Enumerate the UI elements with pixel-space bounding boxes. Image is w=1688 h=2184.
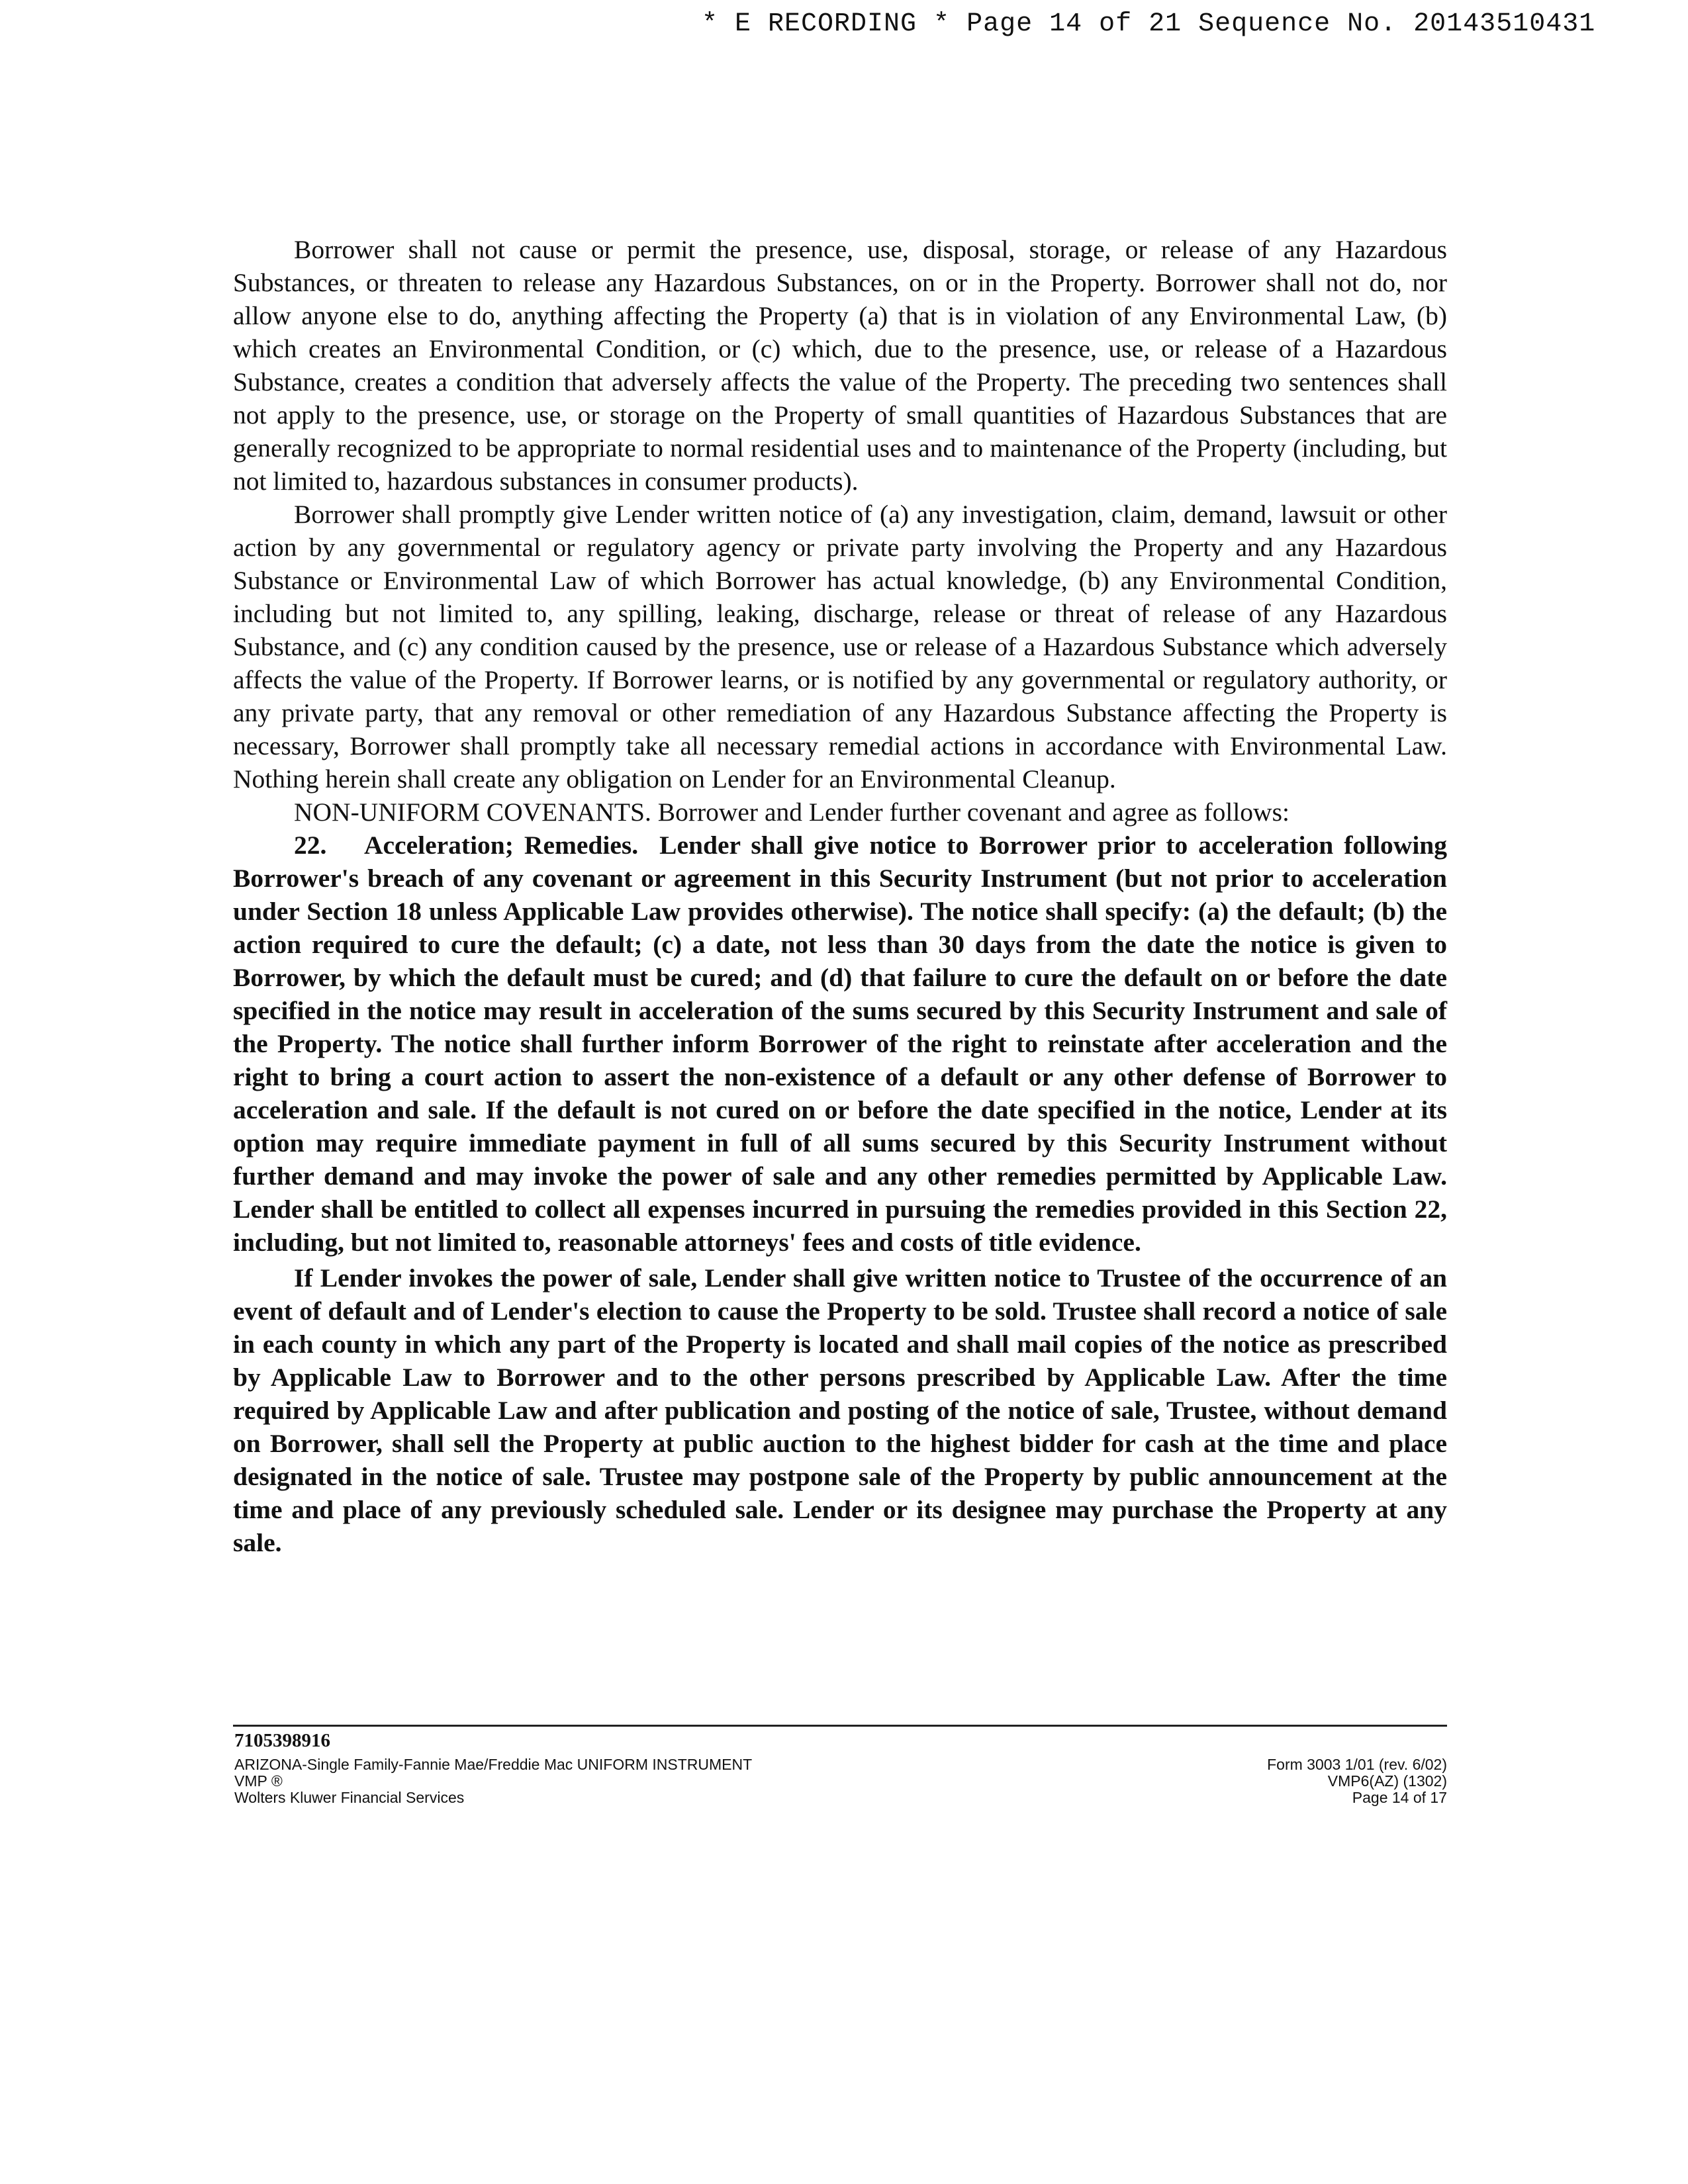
loan-number: 7105398916 [234,1730,330,1751]
section-text: Lender shall give notice to Borrower prior to acceleration following Borrower's breach of any covenant or agreement in this Security Instrument (but not prior to acceleration under Section 18 unless Applicable Law provides otherwise). The notice shall specify: (a) the default; (b) the action required to cure the default; (c) a date, not less than 30 days from the date the notice is given to Borrower, by which the default must be cured; and (d) that failure to cure the default on or before the date specified in the notice may result in acceleration of the sums secured by this Security Instrument and sale of the Property. The notice shall further inform Borrower of the right to reinstate after acceleration and the right to bring a court action to assert the non-existence of a default or any other defense of Borrower to acceleration and sale. If the default is not cured on or before the date specified in the notice, Lender at its option may require immediate payment in full of all sums secured by this Security Instrument without further demand and may invoke the power of sale and any other remedies permitted by Applicable Law. Lender shall be entitled to collect all expenses incurred in pursuing the remedies provided in this Section 22, including, but not limited to, reasonable attorneys' fees and costs of title evidence. [233,831,1448,1257]
vmp-code: VMP6(AZ) (1302) [1327,1772,1447,1790]
form-line: ARIZONA-Single Family-Fannie Mae/Freddie Mac UNIFORM INSTRUMENT [234,1756,753,1773]
section-title: Acceleration; Remedies. [364,831,639,860]
footer-divider [233,1725,1447,1727]
recording-header: * E RECORDING * Page 14 of 21 Sequence No. 20143510431 [702,9,1596,39]
hazardous-substances-paragraph: Borrower shall not cause or permit the presence, use, disposal, storage, or release of any Hazardous Substances, or threaten to release any Hazardous Substances, on or in the Property. Borrower shall not do, nor allow anyone else to do, anything affecting the Property (a) that is in violation of any Environmental Law, (b) which creates an Environmental Condition, or (c) which, due to the presence, use, or release of a Hazardous Substance, creates a condition that adversely affects the value of the Property. The preceding two sentences shall not apply to the presence, use, or storage on the Property of small quantities of Hazardous Substances that are generally recognized to be appropriate to normal residential uses and to maintenance of the Property (including, but not limited to, hazardous substances in consumer products). [233,235,1447,496]
footer-left [234,1756,752,1806]
footer-right [1267,1756,1447,1806]
acceleration-remedies-paragraph [233,829,1447,1259]
document-body [233,233,1447,1559]
form-number: Form 3003 1/01 (rev. 6/02) [1267,1756,1447,1773]
vmp-mark: VMP ® [234,1772,283,1790]
power-of-sale-paragraph: If Lender invokes the power of sale, Lender shall give written notice to Trustee of the occurrence of an event of default and of Lender's election to cause the Property to be sold. Trustee shall record a notice of sale in each county in which any part of the Property is located and shall mail copies of the notice as prescribed by Applicable Law to Borrower and to the other persons prescribed by Applicable Law. After the time required by Applicable Law and after publication and posting of the notice of sale, Trustee, without demand on Borrower, shall sell the Property at public auction to the highest bidder for cash at the time and place designated in the notice of sale. Trustee may postpone sale of the Property by public announcement at the time and place of any previously scheduled sale. Lender or its designee may purchase the Property at any sale. [233,1263,1447,1557]
non-uniform-covenants-paragraph: NON-UNIFORM COVENANTS. Borrower and Lender further covenant and agree as follows: [294,797,1289,827]
page-number: Page 14 of 17 [1352,1789,1447,1806]
publisher: Wolters Kluwer Financial Services [234,1789,465,1806]
section-number: 22. [294,831,327,860]
notice-paragraph: Borrower shall promptly give Lender written notice of (a) any investigation, claim, demand, lawsuit or other action by any governmental or regulatory agency or private party involving the Property and any Hazardous Substance or Environmental Law of which Borrower has actual knowledge, (b) any Environmental Condition, including but not limited to, any spilling, leaking, discharge, release or threat of release of any Hazardous Substance, and (c) any condition caused by the presence, use or release of a Hazardous Substance which adversely affects the value of the Property. If Borrower learns, or is notified by any governmental or regulatory authority, or any private party, that any removal or other remediation of any Hazardous Substance affecting the Property is necessary, Borrower shall promptly take all necessary remedial actions in accordance with Environmental Law. Nothing herein shall create any obligation on Lender for an Environmental Cleanup. [233,500,1447,794]
